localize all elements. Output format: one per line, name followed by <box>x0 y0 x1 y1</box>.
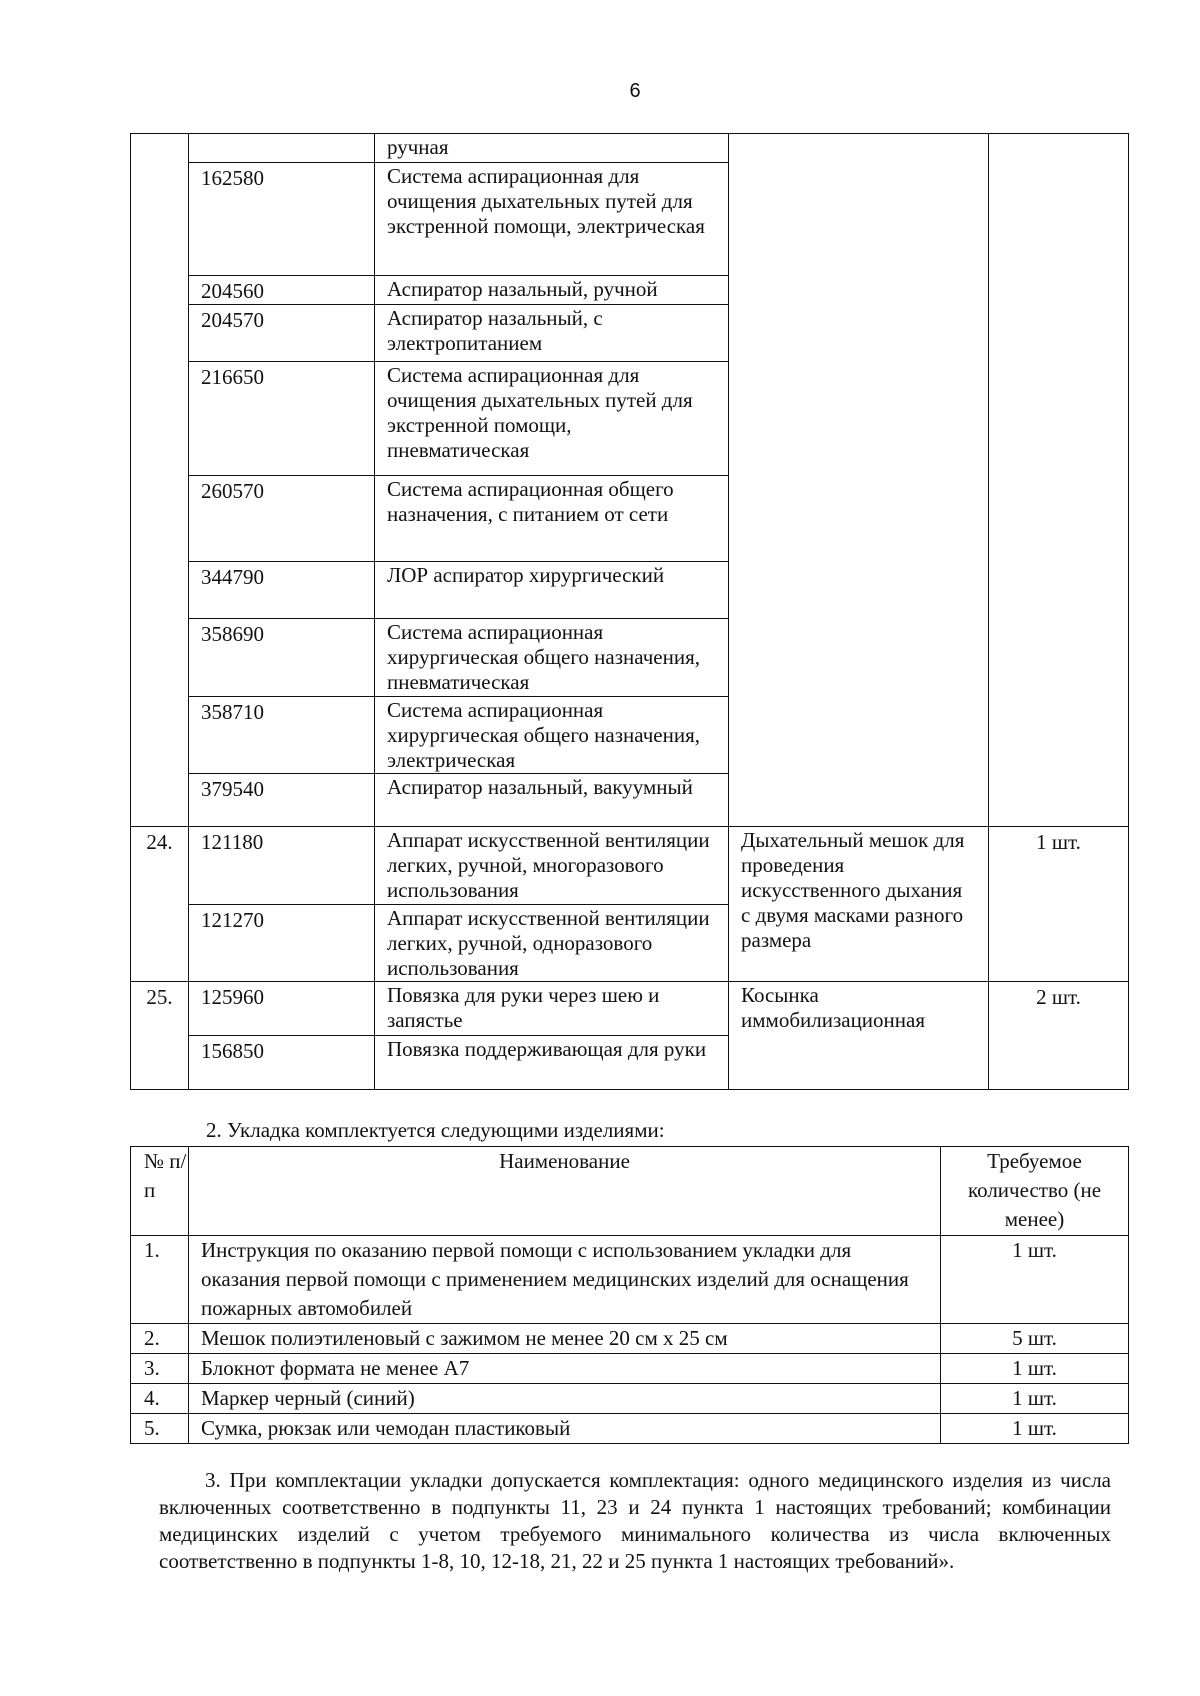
table-row <box>131 1384 1129 1414</box>
device-name-cell: Система аспирационная хирургическая общего назначения, электрическая <box>375 697 729 774</box>
table-row <box>131 1324 1129 1354</box>
equipment-name-cell: Дыхательный мешок для проведения искусственного дыхания с двумя масками разного размера <box>729 827 989 982</box>
device-name-cell: Система аспирационная общего назначения, с питанием от сети <box>375 476 729 562</box>
row-quantity: 5 шт. <box>941 1324 1129 1354</box>
table-header-row <box>131 1147 1129 1236</box>
table-row <box>131 982 1129 1036</box>
item-number-cell: 25. <box>131 982 189 1090</box>
item-number-cell: 24. <box>131 827 189 982</box>
code-cell: 121270 <box>189 905 375 982</box>
header-number: № п/ п <box>131 1147 189 1236</box>
kit-items-table <box>130 1146 1129 1444</box>
row-quantity: 1 шт. <box>941 1414 1129 1444</box>
device-name-cell: Аппарат искусственной вентиляции легких, ручной, многоразового использования <box>375 827 729 905</box>
device-name-cell: Система аспирационная для очищения дыхательных путей для экстренной помощи, электрическая <box>375 163 729 276</box>
row-quantity: 1 шт. <box>941 1236 1129 1324</box>
device-name-cell: Повязка для руки через шею и запястье <box>375 982 729 1036</box>
device-name-cell: Аппарат искусственной вентиляции легких, ручной, одноразового использования <box>375 905 729 982</box>
code-cell: 260570 <box>189 476 375 562</box>
table-row <box>131 1236 1129 1324</box>
device-name-cell: Аспиратор назальный, ручной <box>375 276 729 305</box>
table-row <box>131 827 1129 905</box>
row-name: Маркер черный (синий) <box>189 1384 941 1414</box>
table-row <box>131 1414 1129 1444</box>
row-number: 4. <box>131 1384 189 1414</box>
row-name: Мешок полиэтиленовый с зажимом не менее 20 см х 25 см <box>189 1324 941 1354</box>
code-cell: 204560 <box>189 276 375 305</box>
device-name-cell: ручная <box>375 134 729 163</box>
equipment-name-cell <box>729 134 989 827</box>
item-number-cell <box>131 134 189 827</box>
code-cell <box>189 134 375 163</box>
row-name: Сумка, рюкзак или чемодан пластиковый <box>189 1414 941 1444</box>
section-2-heading: 2. Укладка комплектуется следующими изделиями: <box>206 1118 665 1142</box>
medical-devices-table <box>130 133 1129 1090</box>
device-name-cell: Аспиратор назальный, с электропитанием <box>375 305 729 362</box>
device-name-cell: Система аспирационная для очищения дыхательных путей для экстренной помощи, пневматическая <box>375 362 729 476</box>
table-row <box>131 1354 1129 1384</box>
page-number: 6 <box>629 80 641 102</box>
row-quantity: 1 шт. <box>941 1384 1129 1414</box>
code-cell: 358710 <box>189 697 375 774</box>
row-quantity: 1 шт. <box>941 1354 1129 1384</box>
code-cell: 125960 <box>189 982 375 1036</box>
code-cell: 156850 <box>189 1036 375 1090</box>
code-cell: 204570 <box>189 305 375 362</box>
quantity-cell: 2 шт. <box>989 982 1129 1090</box>
code-cell: 162580 <box>189 163 375 276</box>
row-number: 5. <box>131 1414 189 1444</box>
device-name-cell: Аспиратор назальный, вакуумный <box>375 774 729 827</box>
code-cell: 121180 <box>189 827 375 905</box>
device-name-cell: Повязка поддерживающая для руки <box>375 1036 729 1090</box>
code-cell: 216650 <box>189 362 375 476</box>
device-name-cell: Система аспирационная хирургическая общего назначения, пневматическая <box>375 619 729 697</box>
code-cell: 344790 <box>189 562 375 619</box>
row-number: 2. <box>131 1324 189 1354</box>
row-number: 1. <box>131 1236 189 1324</box>
row-name: Инструкция по оказанию первой помощи с использованием укладки для оказания первой помощи с применением медицинских изделий для оснащения пожарных автомобилей <box>189 1236 941 1324</box>
code-cell: 379540 <box>189 774 375 827</box>
row-name: Блокнот формата не менее А7 <box>189 1354 941 1384</box>
row-number: 3. <box>131 1354 189 1384</box>
table-row <box>131 134 1129 163</box>
quantity-cell: 1 шт. <box>989 827 1129 982</box>
header-name: Наименование <box>189 1147 941 1236</box>
device-name-cell: ЛОР аспиратор хирургический <box>375 562 729 619</box>
code-cell: 358690 <box>189 619 375 697</box>
quantity-cell <box>989 134 1129 827</box>
paragraph-3: 3. При комплектации укладки допускается комплектация: одного медицинского изделия из числа включенных соответственно в подпункты 11, 23 и 24 пункта 1 настоящих требований; комбинации медицинских изделий с учетом требуемого минимального количества из числа включенных соответственно в подпункты 1-8, 10, 12-18, 21, 22 и 25 пункта 1 настоящих требований». <box>159 1468 1111 1573</box>
header-quantity: Требуемое количество (не менее) <box>941 1147 1129 1236</box>
equipment-name-cell: Косынка иммобилизационная <box>729 982 989 1090</box>
